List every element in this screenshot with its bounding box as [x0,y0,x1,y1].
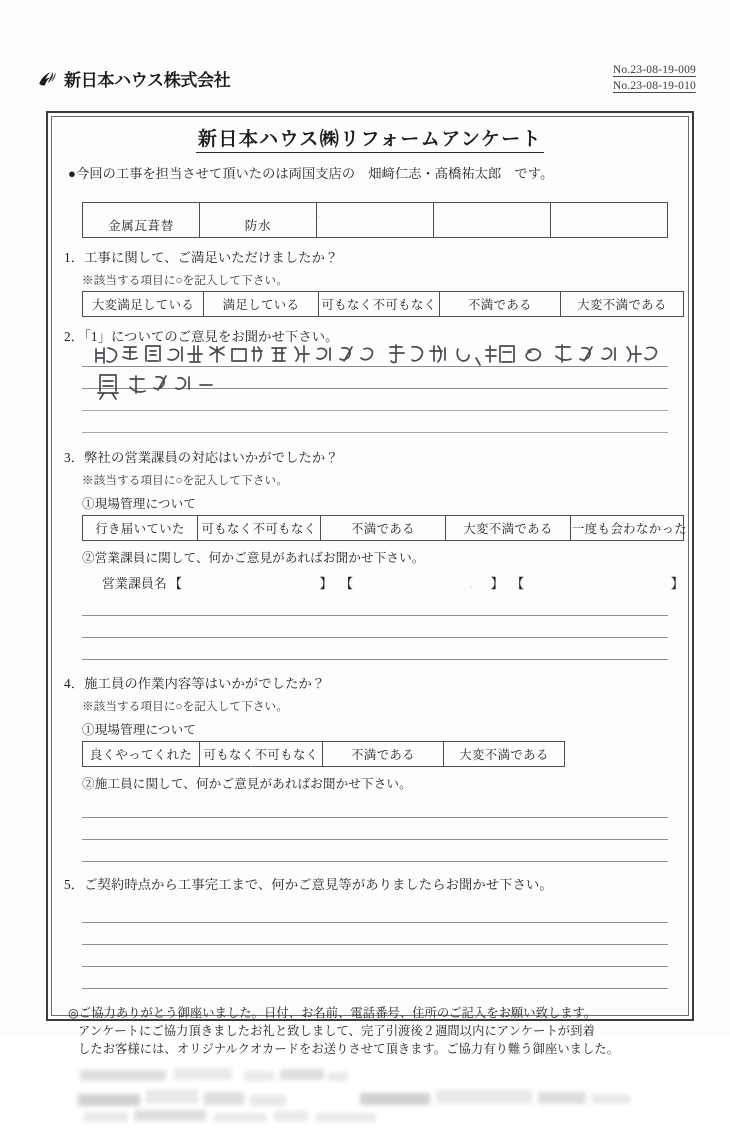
q1-option-1[interactable]: 大変満足している [83,292,204,317]
q3-option-1[interactable]: 行き届いていた [83,516,198,541]
writing-line[interactable] [82,796,668,818]
writing-line[interactable] [82,945,668,967]
document-numbers [613,64,696,96]
writing-line[interactable] [82,411,668,433]
bracket-close-2: 】 [490,576,504,591]
question-4 [56,673,684,862]
table-row [83,516,684,541]
writing-line[interactable] [82,638,668,660]
salesperson-name-label: 営業課員名 [102,577,167,591]
company-name: 新日本ハウス株式会社 [64,71,231,90]
question-1-note: ※該当する項目に○を記入して下さい。 [82,274,288,287]
company-brand [36,66,231,91]
salesperson-name-row [102,573,684,592]
form-title [56,118,684,152]
writing-line[interactable] [82,389,668,411]
writing-line[interactable] [82,594,668,616]
q3-option-5[interactable]: 一度も会わなかった [571,516,684,541]
writing-line[interactable] [82,616,668,638]
work-type-table [82,202,668,238]
closing-line-1: ◎ご協力ありがとう御座いました。日付、お名前、電話番号、住所のご記入をお願い致します。 [68,1006,597,1020]
question-1-scale [82,291,684,317]
question-4-scale [82,741,565,767]
question-4-followup: ②施工員に関して、何かご意見があればお聞かせ下さい。 [82,777,412,791]
q3-option-2[interactable]: 可もなく不可もなく [198,516,321,541]
q4-option-3[interactable]: 不満である [323,742,444,767]
question-3-rules [82,594,668,660]
work-type-cell-3[interactable] [317,203,434,238]
q1-option-3[interactable]: 可もなく不可もなく [319,292,440,317]
question-3-subheading: ①現場管理について [82,497,196,511]
question-1 [56,247,684,317]
q1-option-4[interactable]: 不満である [440,292,561,317]
question-3-followup: ②営業課員に関して、何かご意見があればお聞かせ下さい。 [82,551,425,565]
work-type-cell-2[interactable]: 防水 [200,203,317,238]
scan-artifact [250,766,252,768]
question-1-heading: 1．工事に関して、ご満足いただけましたか？ [64,250,339,265]
letterhead [36,66,696,106]
question-3-note: ※該当する項目に○を記入して下さい。 [82,474,288,487]
question-5-heading: 5．ご契約時点から工事完工まで、何かご意見等がありましたらお聞かせ下さい。 [64,877,553,892]
document-number-1: No.23-08-19-009 [612,64,696,76]
scan-artifact [470,586,472,588]
question-4-subheading: ①現場管理について [82,723,196,737]
closing-note [68,1005,684,1058]
question-5 [56,874,684,989]
question-2-heading: 2．「1」についてのご意見をお聞かせ下さい。 [64,329,339,344]
swoosh-logo-icon [36,67,60,91]
bracket-close-1: 】 [319,576,333,591]
q1-option-5[interactable]: 大変不満である [561,292,684,317]
table-row [83,203,668,238]
writing-line[interactable] [82,818,668,840]
bracket-open-2: 【 [340,576,354,591]
question-3-scale [82,515,688,541]
question-4-note: ※該当する項目に○を記入して下さい。 [82,700,288,713]
question-2-rules [82,345,668,433]
form-content [56,118,688,1128]
question-4-rules [82,796,668,862]
form-title-text: 新日本ハウス㈱リフォームアンケート [196,129,544,153]
work-type-cell-5[interactable] [551,203,668,238]
writing-line[interactable] [82,901,668,923]
q4-option-2[interactable]: 可もなく不可もなく [200,742,323,767]
question-3 [56,447,688,660]
question-5-rules [82,901,668,989]
bracket-open-3: 【 [511,576,525,591]
writing-line[interactable] [82,840,668,862]
closing-line-3: したお客様には、オリジナルクオカードをお送りさせて頂きます。ご協力有り難う御座いました。 [78,1041,620,1056]
question-4-heading: 4．施工員の作業内容等はいかがでしたか？ [64,676,326,691]
q1-option-2[interactable]: 満足している [204,292,319,317]
q4-option-1[interactable]: 良くやってくれた [83,742,200,767]
closing-line-2: アンケートにご協力頂きましたお礼と致しまして、完了引渡後２週間以内にアンケートが到着 [78,1023,595,1038]
bracket-open-1: 【 [168,576,183,591]
q4-option-4[interactable]: 大変不満である [444,742,565,767]
writing-line[interactable] [82,967,668,989]
document-number-2: No.23-08-19-010 [612,80,696,92]
writing-line[interactable] [82,923,668,945]
scan-artifact [318,216,320,218]
writing-line[interactable] [82,367,668,389]
q3-option-4[interactable]: 大変不満である [446,516,571,541]
q3-option-3[interactable]: 不満である [321,516,446,541]
redacted-personal-info [74,1066,674,1128]
work-type-cell-4[interactable] [434,203,551,238]
bracket-close-3: 】 [670,576,684,591]
question-3-heading: 3．弊社の営業課員の対応はいかがでしたか？ [64,450,339,465]
question-2 [56,326,684,433]
question-2-answer-area[interactable] [82,345,668,433]
table-row [83,292,684,317]
table-row [83,742,565,767]
work-type-cell-1[interactable]: 金属瓦葺替 [83,203,200,238]
writing-line[interactable] [82,345,668,367]
form-lede: ●今回の工事を担当させて頂いたのは両国支店の 畑﨑仁志・髙橋祐太郎 です。 [68,166,554,181]
